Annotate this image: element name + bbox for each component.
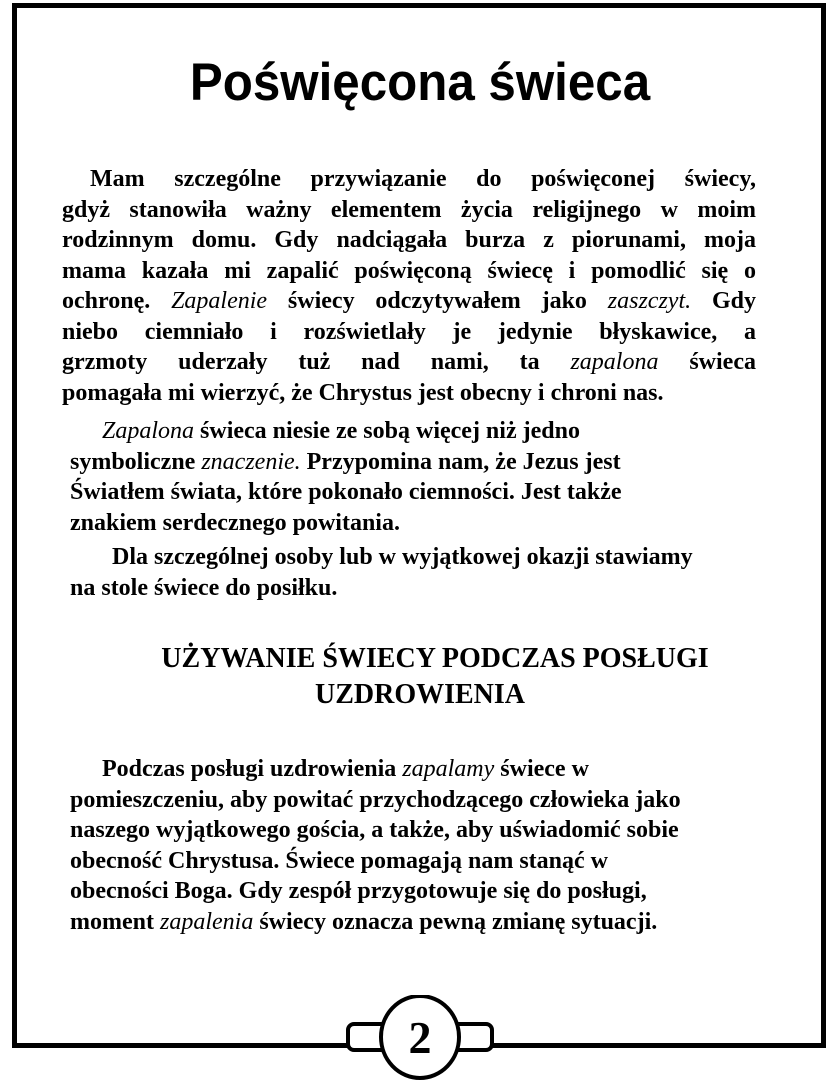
text-line bbox=[62, 347, 756, 378]
text-line: pomieszczeniu, aby powitać przychodzącego człowieka jako bbox=[70, 786, 681, 813]
text-line: niebo ciemniało i rozświetlały je jedynie błyskawice, a bbox=[62, 318, 756, 345]
text-line: Dla szczególnej osoby lub w wyjątkowej okazji stawiamy bbox=[112, 544, 693, 570]
text-run: świecy odczytywałem jako bbox=[267, 288, 608, 314]
text-line: mama kazała mi zapalić poświęconą świecę i pomodlić się o bbox=[62, 257, 756, 284]
text-run: świeca bbox=[658, 349, 756, 375]
text-line: pomagała mi wierzyć, że Chrystus jest obecny i chroni nas. bbox=[62, 379, 664, 406]
text-line: naszego wyjątkowego gościa, a także, aby uświadomić sobie bbox=[70, 817, 679, 843]
italic-word: zapalamy bbox=[402, 756, 495, 782]
page-number-ornament bbox=[340, 995, 500, 1085]
text-line: rodzinnym domu. Gdy nadciągała burza z piorunami, moja bbox=[62, 227, 756, 253]
section-heading bbox=[0, 641, 840, 713]
text-line: Mam szczególne przywiązanie do poświęconej świecy, bbox=[90, 166, 756, 192]
text-run: symboliczne bbox=[70, 448, 202, 475]
text-line bbox=[70, 416, 760, 447]
paragraph-1 bbox=[62, 164, 756, 408]
italic-word: zaszczyt. bbox=[607, 288, 692, 314]
text-line: obecność Chrystusa. Świece pomagają nam stanąć w bbox=[70, 847, 608, 874]
page-title: Poświęcona świeca bbox=[189, 53, 651, 112]
italic-word: Zapalenie bbox=[171, 288, 268, 314]
italic-word: zapalenia bbox=[159, 908, 254, 935]
text-run: Podczas posługi uzdrowienia bbox=[102, 756, 403, 782]
text-run: moment bbox=[70, 908, 160, 935]
text-line bbox=[62, 286, 756, 317]
text-line: gdyż stanowiła ważny elementem życia religijnego w moim bbox=[62, 196, 756, 223]
text-line: Światłem świata, które pokonało ciemności. Jest także bbox=[70, 479, 622, 505]
paragraph-2 bbox=[70, 416, 760, 538]
text-run: grzmoty uderzały tuż nad nami, ta bbox=[62, 349, 571, 375]
italic-word: zapalona bbox=[570, 349, 659, 375]
text-line bbox=[70, 907, 770, 938]
heading-line: UŻYWANIE ŚWIECY PODCZAS POSŁUGI bbox=[161, 643, 709, 674]
heading-line: UZDROWIENIA bbox=[314, 679, 526, 710]
text-run: świecy oznacza pewną zmianę sytuacji. bbox=[253, 908, 658, 935]
text-run: świece w bbox=[494, 756, 589, 782]
text-line bbox=[70, 754, 770, 785]
italic-word: Zapalona bbox=[102, 418, 195, 444]
text-line: na stole świece do posiłku. bbox=[70, 574, 338, 601]
text-line: znakiem serdecznego powitania. bbox=[70, 509, 400, 536]
text-run: świeca niesie ze sobą więcej niż jedno bbox=[194, 418, 580, 444]
text-run: Gdy bbox=[691, 288, 756, 314]
paragraph-3 bbox=[70, 542, 760, 603]
text-run: ochronę. bbox=[62, 288, 172, 314]
page-number: 2 bbox=[408, 1012, 432, 1063]
italic-word: znaczenie. bbox=[201, 448, 301, 475]
paragraph-4 bbox=[70, 754, 770, 937]
text-run: Przypomina nam, że Jezus jest bbox=[300, 448, 621, 475]
text-line: obecności Boga. Gdy zespół przygotowuje się do posługi, bbox=[70, 878, 647, 904]
text-line bbox=[70, 447, 760, 478]
